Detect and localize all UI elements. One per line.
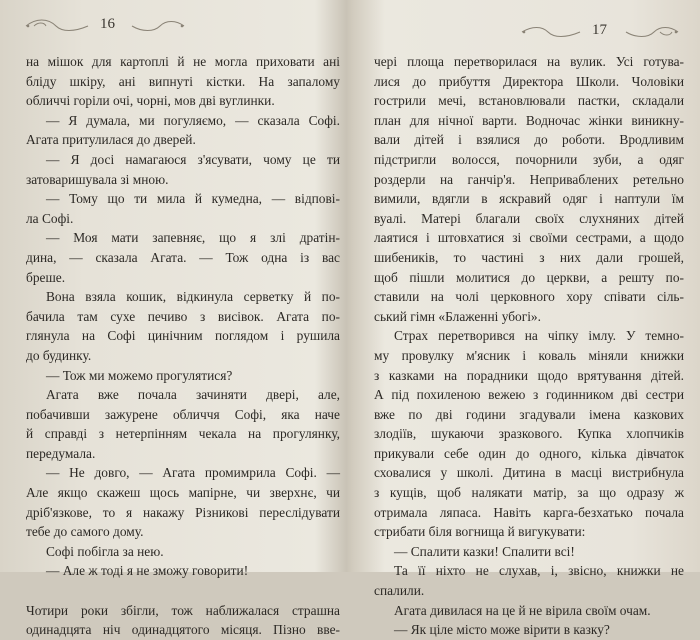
text-line: й справді з нетерпінням чекала на прогулянку, xyxy=(26,426,340,442)
text-line: тебе до самого дому. xyxy=(26,524,144,540)
text-line: спалили. xyxy=(374,583,425,599)
text-line: обличчі горіли очі, чорні, мов дві вуглинки. xyxy=(26,93,275,109)
text-line: — Не довго, — Агата промимрила Софі. — xyxy=(46,465,340,481)
text-line: Страх перетворився на чіпку імлу. У темно- xyxy=(394,328,684,344)
text-line: бачила там сухе печиво з висівок. Агата по- xyxy=(26,308,340,324)
text-line: до будинку. xyxy=(26,347,92,363)
text-line: — Я думала, ми погуляємо, — сказала Софі. xyxy=(46,112,340,128)
text-line: Вона взяла кошик, відкинула серветку й по- xyxy=(46,289,340,305)
text-line: — Як ціле місто може вірити в казку? xyxy=(394,622,610,638)
text-line: лися до прибуття Директора Школи. Чоловіки xyxy=(374,73,684,89)
text-line: дина, — сказала Агата. — Тож одна із вас xyxy=(26,249,340,265)
text-line: — Я досі намагаюся з'ясувати, чому це ти xyxy=(46,151,340,167)
text-line: — Моя мати запевняє, що я злі дратін- xyxy=(46,230,340,246)
text-line: — Спалити казки! Спалити всі! xyxy=(394,543,575,559)
right-page-text xyxy=(374,52,684,640)
left-page xyxy=(0,0,350,638)
text-line: отримала ляпаса. Навіть карга-безхатько почала xyxy=(374,504,684,520)
text-line: А під похиленою вежею з годинником дві сестри xyxy=(374,387,684,403)
text-line: щоб пішли молитися до церкви, а решту по- xyxy=(374,269,684,285)
text-line: Агата вже почала зачиняти двері, але, xyxy=(46,387,340,403)
text-line: з кущів, щоб налякати матір, за що одразу ж xyxy=(374,485,684,501)
text-line: ла Софі. xyxy=(26,210,74,226)
left-page-text xyxy=(26,52,340,640)
text-line: гострили мечі, встановлювали пастки, складали xyxy=(374,93,684,109)
text-line: шибеників, то частині з них дали грошей, xyxy=(374,249,684,265)
text-line: вуалі. Матері благали своїх слухняних дітей xyxy=(374,210,684,226)
text-line: одинадцята ніч одинадцятого місяця. Пізно вве- xyxy=(26,622,340,638)
text-line: на мішок для картоплі й не могла приховати ані xyxy=(26,54,340,69)
text-line: передумала. xyxy=(26,445,96,461)
page-number: 16 xyxy=(100,16,115,32)
text-line: ський гімн «Блаженні убогі». xyxy=(374,308,541,324)
text-line: чері площа перетворилася на вулик. Усі готува- xyxy=(374,54,684,69)
text-line: бліду шкіру, ані випнуті кістки. На запалому xyxy=(26,73,340,89)
text-line: — Але ж тоді я не зможу говорити! xyxy=(46,563,249,579)
text-line: — Тому що ти мила й кумедна, — відпові- xyxy=(46,191,340,207)
text-line: вали дітей і взялися до роботи. Вродливим xyxy=(374,132,684,148)
text-line: глянула на Софі цинічним поглядом і рушила xyxy=(26,328,340,344)
text-line: Але якщо скажеш щось мапірне, чи зверхнє, чи xyxy=(26,485,340,501)
text-line: підстригли волосся, почорнили зуби, а одяг xyxy=(374,151,684,167)
text-line: Чотири роки збігли, тож наближалася страшна xyxy=(26,602,340,618)
text-line: Агата дивилася на це й не вірила своїм очам. xyxy=(394,602,651,618)
text-line: дріб'язкове, то я накажу Різникові переслідувати xyxy=(26,504,340,520)
text-line: план для нічної варти. Водночас жінки виникну- xyxy=(374,112,684,128)
text-line: вимили, вдягли в яскравий одяг і наптули їм xyxy=(374,191,684,207)
text-line: злодіїв, шукаючи зразкового. Купка хлопчиків xyxy=(374,426,684,442)
text-line: Агата притулилася до дверей. xyxy=(26,132,196,148)
text-line: ставили на чолі церковного хору співати сіль- xyxy=(374,289,684,305)
text-line: стрибати біля вогнища й вигукувати: xyxy=(374,524,586,540)
text-line: му провулку м'ясник і коваль міняли книжки xyxy=(374,347,684,363)
text-line: Софі побігла за нею. xyxy=(46,543,164,559)
text-line: прикували себе один до одного, кілька дівчаток xyxy=(374,445,684,461)
text-line: бреше. xyxy=(26,269,66,285)
text-line: побачивши зажурене обличчя Софі, яка наче xyxy=(26,406,340,422)
text-line: з казками на порадники щодо врятування дітей. xyxy=(374,367,684,383)
text-line: лаятися і штовхатися зі своїми сестрами, а щодо xyxy=(374,230,684,246)
text-line: затоваришувала зі мною. xyxy=(26,171,169,187)
text-line: роздерли на ганчір'я. Неприваблених ретельно xyxy=(374,171,684,187)
page-number: 17 xyxy=(592,22,607,38)
text-line xyxy=(26,581,340,601)
text-line: — Тож ми можемо прогулятися? xyxy=(46,367,233,383)
right-page xyxy=(352,0,700,638)
text-line: сховалися у школі. Дитина в масці вистрибнула xyxy=(374,465,684,481)
text-line: вже по дві години згадували імена казкових xyxy=(374,406,684,422)
text-line: Та її ніхто не слухав, і, звісно, книжки не xyxy=(394,563,684,579)
